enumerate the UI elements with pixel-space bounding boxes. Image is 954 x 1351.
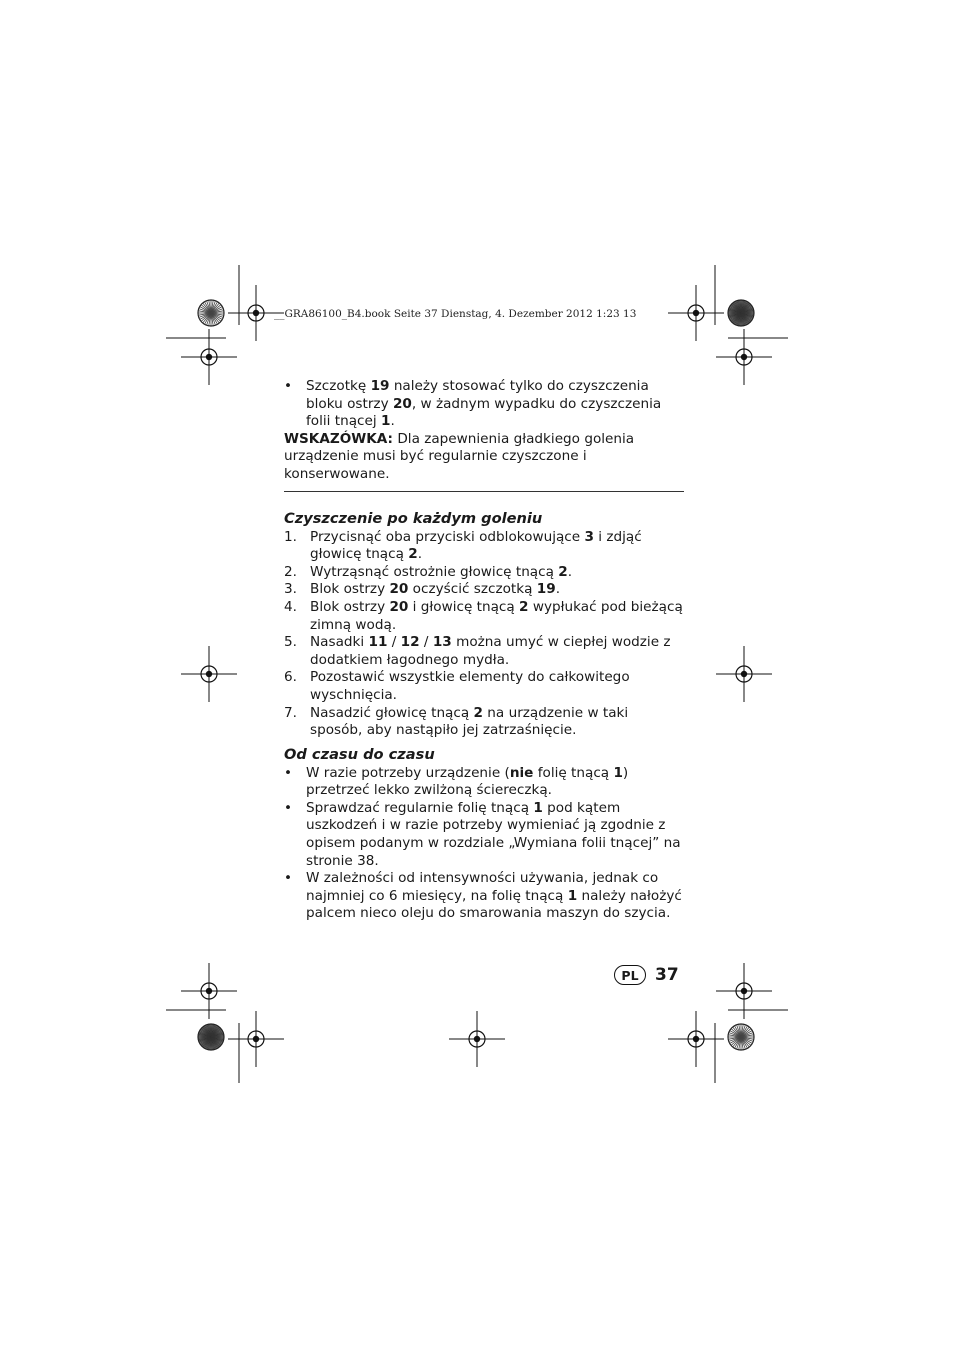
- note-paragraph: WSKAZÓWKA: Dla zapewnienia gładkiego golenia urządzenie musi być regularnie czyszczone i konserwowane.: [284, 430, 635, 482]
- registration-target-dot: [741, 671, 747, 677]
- section-heading: Od czasu do czasu: [284, 745, 435, 763]
- numbered-list: [284, 529, 684, 740]
- list-item: 7. Nasadzić głowicę tnącą 2 na urządzenie w taki sposób, aby nastąpiło jej zatrzaśnięcie.: [284, 704, 629, 739]
- bullet-list: [284, 765, 684, 923]
- section-divider: [284, 491, 684, 492]
- section-heading: Czyszczenie po każdym goleniu: [284, 509, 543, 527]
- list-item: 6. Pozostawić wszystkie elementy do całkowitego wyschnięcia.: [284, 669, 630, 703]
- page-number: 37: [655, 965, 679, 985]
- list-item: 3. Blok ostrzy 20 oczyścić szczotką 19.: [284, 581, 561, 598]
- registration-target-dot: [693, 310, 699, 316]
- registration-target-dot: [206, 354, 212, 360]
- registration-target-dot: [693, 1036, 699, 1042]
- list-item: 1. Przycisnąć oba przyciski odblokowujące 3 i zdjąć głowicę tnącą 2.: [284, 528, 642, 563]
- registration-target-dot: [206, 988, 212, 994]
- list-item: • Sprawdzać regularnie folię tnącą 1 pod kątem uszkodzeń i w razie potrzeby wymieniać ją zgodnie z opisem podanym w rozdziale „Wymiana folii tnącej” na stronie 38.: [284, 800, 684, 870]
- list-item: 2. Wytrząsnąć ostrożnie głowicę tnącą 2.: [284, 563, 573, 580]
- registration-target-dot: [741, 354, 747, 360]
- print-file-info: __GRA86100_B4.book Seite 37 Dienstag, 4. Dezember 2012 1:23 13: [274, 308, 637, 320]
- page-footer: [614, 964, 679, 986]
- list-item: • W zależności od intensywności używania, jednak co najmniej co 6 miesięcy, na folię tnącą 1 należy nałożyć palcem nieco oleju do smarowania maszyn do szycia.: [284, 870, 684, 923]
- registration-target-dot: [253, 310, 259, 316]
- list-item: 4. Blok ostrzy 20 i głowicę tnącą 2 wypłukać pod bieżącą zimną wodą.: [284, 598, 683, 633]
- list-item: • W razie potrzeby urządzenie (nie folię tnącą 1) przetrzeć lekko zwilżoną ściereczką.: [284, 765, 684, 800]
- registration-target-dot: [253, 1036, 259, 1042]
- registration-target-dot: [206, 671, 212, 677]
- list-item: • Szczotkę 19 należy stosować tylko do czyszczenia bloku ostrzy 20, w żadnym wypadku do czyszczenia folii tnącej 1.: [284, 378, 684, 431]
- language-badge: PL: [614, 965, 646, 985]
- registration-target-dot: [474, 1036, 480, 1042]
- page-content: [284, 378, 684, 923]
- note-label: WSKAZÓWKA:: [284, 430, 393, 447]
- list-item: 5. Nasadki 11 / 12 / 13 można umyć w ciepłej wodzie z dodatkiem łagodnego mydła.: [284, 634, 671, 668]
- registration-target-dot: [741, 988, 747, 994]
